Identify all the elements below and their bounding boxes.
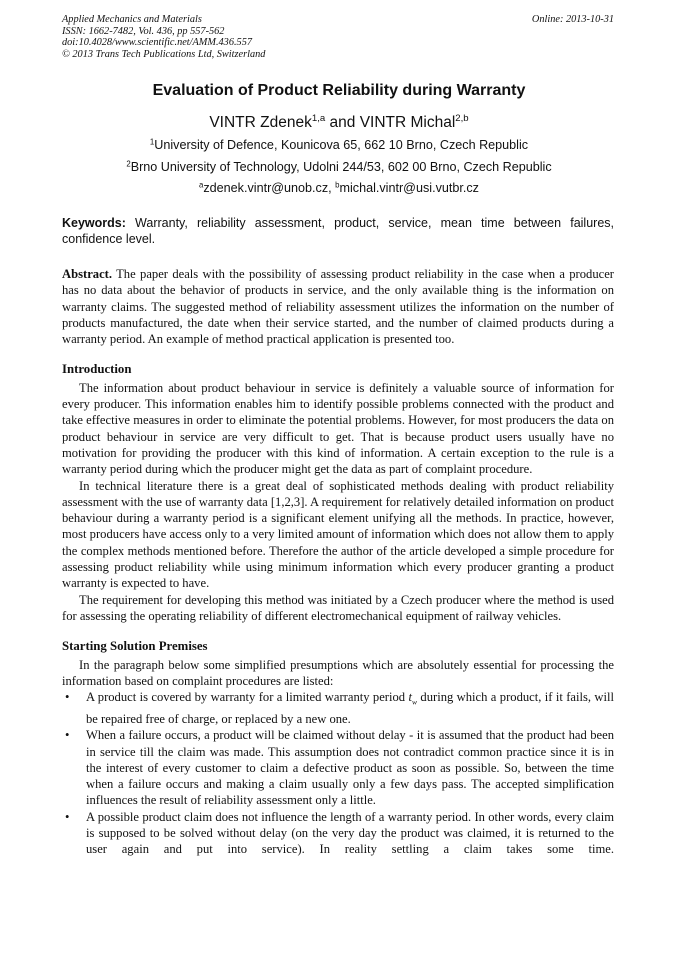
journal-name: Applied Mechanics and Materials bbox=[62, 14, 202, 25]
paragraph: The requirement for developing this method was initiated by a Czech producer where the method is used for assessing the operating reliability of different electromechanical equipment of railway vehicles. bbox=[62, 592, 614, 623]
math-sub: w bbox=[411, 697, 418, 707]
doi: doi:10.4028/www.scientific.net/AMM.436.557 bbox=[62, 37, 252, 49]
email-sup: b bbox=[335, 180, 340, 190]
author-name: VINTR Michal bbox=[359, 114, 456, 131]
affiliation-2 bbox=[0, 160, 678, 174]
authors bbox=[0, 114, 678, 132]
premises-list bbox=[62, 689, 614, 857]
list-text: A product is covered by warranty for a limited warranty period bbox=[86, 690, 409, 705]
keywords-label: Keywords: bbox=[62, 216, 126, 230]
copyright: © 2013 Trans Tech Publications Ltd, Switzerland bbox=[62, 49, 266, 61]
list-text: When a failure occurs, a product will be claimed without delay - it is assumed that the product had been in service till the claim was made. This assumption does not contradict common practice since it is in the interest of every customer to claim a defective product as soon as possible. So, between the time when a failure occurs and making a claim usually only a few days pass. The accepted simplification influences the result of reliability assessment only a little. bbox=[86, 728, 614, 808]
list-item bbox=[62, 809, 614, 858]
abstract-label: Abstract. bbox=[62, 267, 113, 281]
paper-body bbox=[62, 266, 614, 858]
journal-header bbox=[62, 14, 265, 61]
math-var: t bbox=[408, 690, 412, 705]
bullet-icon: • bbox=[65, 690, 70, 705]
list-text: A possible product claim does not influence the length of a warranty period. In other words, every claim is supposed to be solved without delay (on the very day the product was claimed, it is returned to the user again and put into service). In reality settling a claim takes some time. bbox=[86, 809, 614, 857]
list-item bbox=[62, 689, 614, 727]
list-item bbox=[62, 727, 614, 808]
paragraph: In the paragraph below some simplified presumptions which are absolutely essential for processing the information based on complaint procedures are listed: bbox=[62, 657, 614, 688]
emails bbox=[0, 181, 678, 195]
author-sup: 2,b bbox=[455, 113, 469, 125]
section-heading-introduction: Introduction bbox=[62, 362, 132, 377]
section-heading-premises: Starting Solution Premises bbox=[62, 639, 208, 654]
abstract bbox=[62, 266, 614, 347]
affiliation-sup: 2 bbox=[126, 159, 131, 169]
abstract-text: The paper deals with the possibility of assessing product reliability in the case when a producer has no data about the behavior of products in service, and the only available thing is the information on warranty claims. The suggested method of reliability assessment utilizes the information on the number of products manufactured, the date when their service started, and the number of claimed products during a warranty period. An example of method practical application is presented too. bbox=[62, 267, 614, 347]
affiliation-text: Brno University of Technology, Udolni 244/53, 602 00 Brno, Czech Republic bbox=[130, 160, 552, 174]
affiliation-1 bbox=[0, 138, 678, 152]
paragraph: The information about product behaviour in service is definitely a valuable source of information for every producer. This information enables him to identify possible problems connected with the product and take effective measures in order to eliminate the potential problems. However, for most producers the data on product behaviour in service are very difficult to get. That is because product users usually have no motivation for providing the producer with this kind of information. A certain exception to the rule is a warranty period during which the producer might get the data as part of complaint procedure. bbox=[62, 380, 614, 477]
keywords bbox=[62, 216, 614, 247]
bullet-icon: • bbox=[65, 809, 70, 824]
keywords-text: Warranty, reliability assessment, product, service, mean time between failures, confidence level. bbox=[62, 216, 614, 246]
email-link[interactable]: zdenek.vintr@unob.cz, bbox=[203, 181, 332, 195]
list-text: during which a product, if it fails, will be repaired free of charge, or replaced by a new one. bbox=[86, 690, 615, 726]
email-sup: a bbox=[199, 180, 204, 190]
author-sup: 1,a bbox=[311, 113, 326, 125]
paragraph: In technical literature there is a great deal of sophisticated methods dealing with product reliability assessment with the use of warranty data [1,2,3]. A requirement for relatively detailed information on product behaviour during a warranty period is a significant element unifying all the methods. In practice, however, most producers have access only to a very limited amount of information which does not allow them to apply the complex methods mentioned before. Therefore the author of the article developed a simple procedure for assessing product reliability while using minimum information which every producer granting a product warranty is expected to have. bbox=[62, 478, 614, 591]
affiliation-sup: 1 bbox=[149, 137, 155, 147]
authors-joiner: and bbox=[325, 114, 360, 131]
issn: ISSN: 1662-7482, Vol. 436, pp 557-562 bbox=[62, 25, 225, 37]
author-name: VINTR Zdenek bbox=[209, 114, 312, 131]
email-link[interactable]: michal.vintr@usi.vutbr.cz bbox=[339, 181, 479, 195]
affiliation-text: University of Defence, Kounicova 65, 662 10 Brno, Czech Republic bbox=[154, 138, 529, 152]
paper-title: Evaluation of Product Reliability during Warranty bbox=[152, 82, 526, 99]
bullet-icon: • bbox=[65, 728, 70, 743]
online-date: Online: 2013-10-31 bbox=[531, 14, 614, 25]
